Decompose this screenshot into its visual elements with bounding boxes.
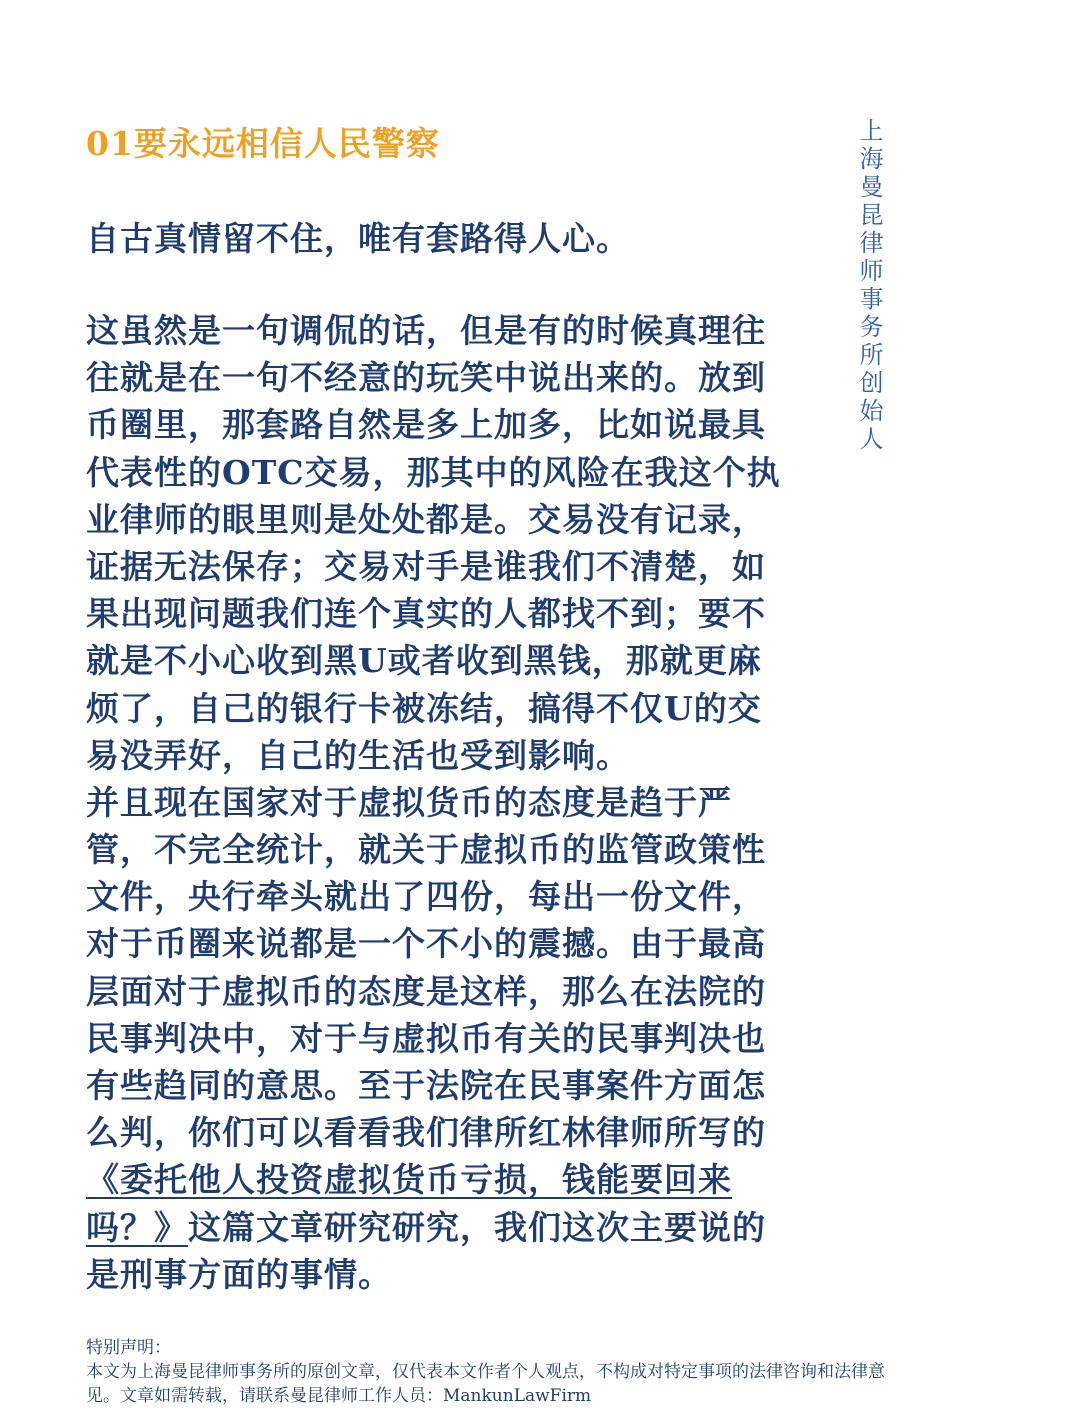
body-line-with-link xyxy=(86,1156,746,1203)
referenced-article-link-end[interactable]: 吗？》 xyxy=(86,1207,188,1247)
lead-sentence: 自古真情留不住，唯有套路得人心。 xyxy=(86,219,630,258)
disclaimer-line: 本文为上海曼昆律师事务所的原创文章，仅代表本文作者个人观点，不构成对特定事项的法律咨询和法律意 xyxy=(86,1362,885,1382)
section-heading: 01要永远相信人民警察 xyxy=(86,124,440,163)
body-line: 币圈里，那套路自然是多上加多，比如说最具 xyxy=(86,405,766,445)
body-line: 层面对于虚拟币的态度是这样，那么在法院的 xyxy=(86,971,766,1011)
body-line: 并且现在国家对于虚拟货币的态度是趋于严 xyxy=(86,782,732,822)
body-line-with-link xyxy=(86,1204,766,1251)
body-line: 烦了，自己的银行卡被冻结，搞得不仅U的交 xyxy=(86,688,762,728)
body-line: 么判，你们可以看看我们律所红林律师所写的 xyxy=(86,1113,766,1153)
disclaimer-line: 见。文章如需转载，请联系曼昆律师工作人员：MankunLawFirm xyxy=(86,1386,592,1406)
disclaimer-title: 特别声明： xyxy=(86,1338,171,1358)
body-line-text: 这篇文章研究研究，我们这次主要说的 xyxy=(188,1207,766,1247)
body-line: 管，不完全统计，就关于虚拟币的监管政策性 xyxy=(86,830,766,870)
disclaimer xyxy=(86,1336,1026,1408)
body-line: 对于币圈来说都是一个不小的震撼。由于最高 xyxy=(86,924,766,964)
body-line: 代表性的OTC交易，那其中的风险在我这个执 xyxy=(86,452,781,492)
author-title-vertical: 上海曼昆律师事务所创始人 xyxy=(855,118,883,454)
body-line: 民事判决中，对于与虚拟币有关的民事判决也 xyxy=(86,1018,766,1058)
body-line: 业律师的眼里则是处处都是。交易没有记录， xyxy=(86,499,766,539)
body-line: 是刑事方面的事情。 xyxy=(86,1254,392,1294)
body-line: 易没弄好，自己的生活也受到影响。 xyxy=(86,735,630,775)
article-body xyxy=(86,307,781,1298)
body-line: 文件，央行牵头就出了四份，每出一份文件， xyxy=(86,877,766,917)
body-line: 果出现问题我们连个真实的人都找不到；要不 xyxy=(86,594,766,634)
body-line: 就是不小心收到黑U或者收到黑钱，那就更麻 xyxy=(86,641,762,681)
body-line: 证据无法保存；交易对手是谁我们不清楚，如 xyxy=(86,546,766,586)
body-line: 这虽然是一句调侃的话，但是有的时候真理往 xyxy=(86,311,766,350)
body-line: 有些趋同的意思。至于法院在民事案件方面怎 xyxy=(86,1066,766,1105)
referenced-article-link[interactable]: 《委托他人投资虚拟货币亏损，钱能要回来 xyxy=(86,1160,732,1200)
body-line: 往就是在一句不经意的玩笑中说出来的。放到 xyxy=(86,358,766,398)
